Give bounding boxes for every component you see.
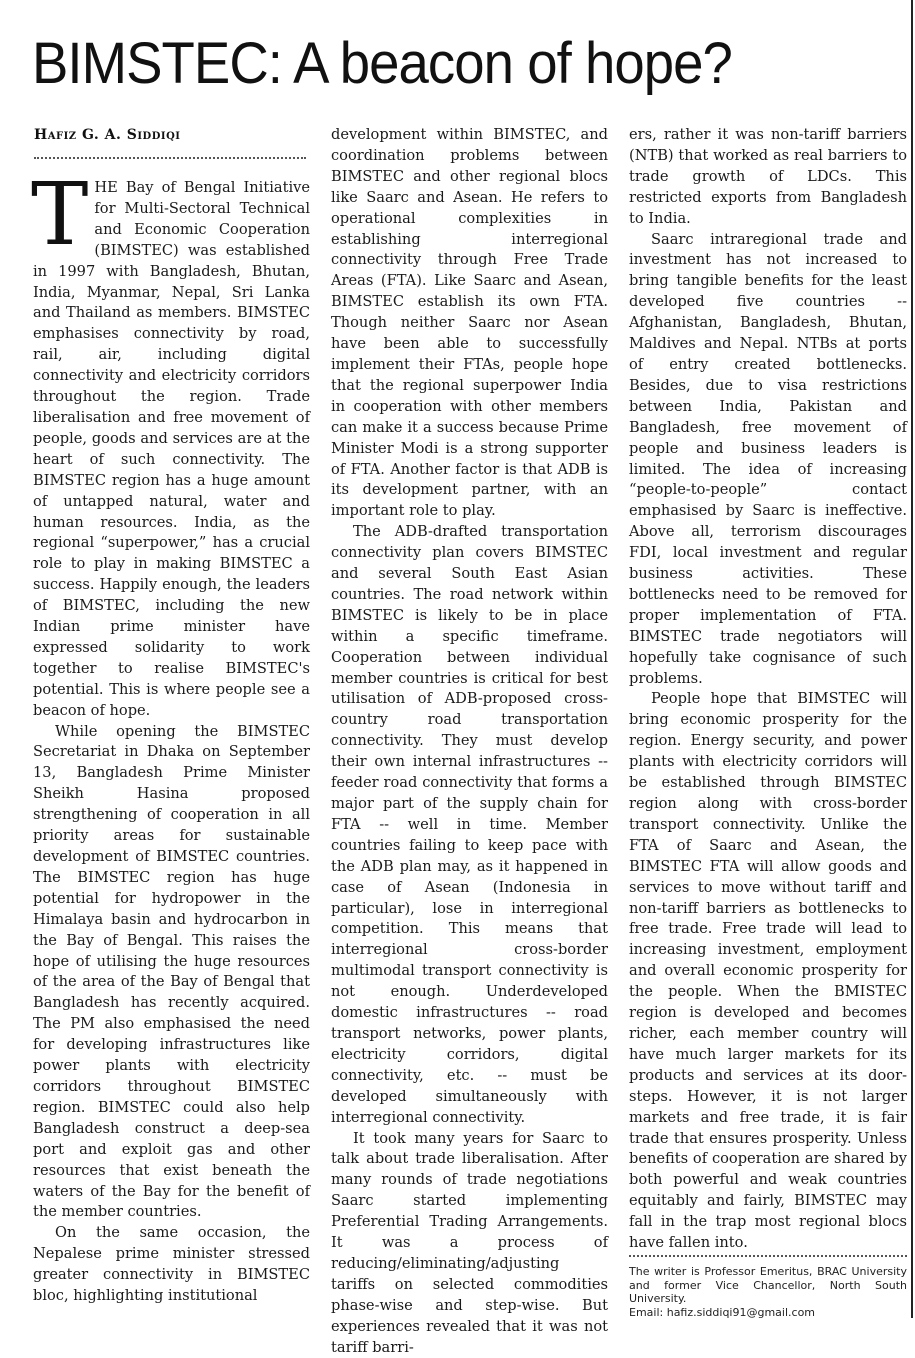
column-2 [331, 125, 608, 1358]
author-footnote [629, 1255, 907, 1319]
byline-block [34, 127, 306, 159]
column-1 [33, 178, 310, 1307]
paragraph: On the same occasion, the Nepalese prime minister stressed greater connectivity in BIMSTEC bloc, highlighting institutional [33, 1223, 310, 1307]
paragraph: development within BIMSTEC, and coordination problems between BIMSTEC and other regional blocs like Saarc and Asean. He refers to operational complexities in establishing interregional connectivity through Free Trade Areas (FTA). Like Saarc and Asean, BIMSTEC establish its own FTA. Though neither Saarc nor Asean have been able to successfully implement their FTAs, people hope that the regional superpower India in cooperation with other members can make it a success because Prime Minister Modi is a strong supporter of FTA. Another factor is that ADB is its development partner, with an important role to play. [331, 125, 608, 522]
dropcap: T [31, 182, 88, 248]
byline-divider [34, 157, 306, 159]
footnote-divider [629, 1255, 907, 1257]
paragraph: ers, rather it was non-tariff barriers (NTB) that worked as real barriers to trade growth of LDCs. This restricted exports from Bangladesh to India. [629, 125, 907, 230]
headline: BIMSTEC: A beacon of hope? [32, 30, 732, 97]
paragraph: It took many years for Saarc to talk about trade liberalisation. After many rounds of trade negotiations Saarc started implementing Preferential Trading Arrangements. It was a process of reducing/eliminating/adjusting tariffs on selected commodities phase-wise and step-wise. But experiences revealed that it was not tariff barri- [331, 1129, 608, 1358]
author-name: Hafiz G. A. Siddiqi [34, 127, 306, 143]
author-email: Email: hafiz.siddiqi91@gmail.com [629, 1306, 907, 1320]
paragraph: Saarc intraregional trade and investment has not increased to bring tangible benefits for the least developed five countries -- Afghanistan, Bangladesh, Bhutan, Maldives and Nepal. NTBs at ports of entry created bottlenecks. Besides, due to visa restrictions between India, Pakistan and Bangladesh, free movement of people and business leaders is limited. The idea of increasing “people-to-people” contact emphasised by Saarc is ineffective. Above all, terrorism discourages FDI, local investment and regular business activities. These bottlenecks need to be removed for proper implementation of FTA. BIMSTEC trade negotiators will hopefully take cognisance of such problems. [629, 230, 907, 690]
paragraph: People hope that BIMSTEC will bring economic prosperity for the region. Energy security, and power plants with electricity corridors will be established through BIMSTEC region along with cross-border transport connectivity. Unlike the FTA of Saarc and Asean, the BIMSTEC FTA will allow goods and services to move without tariff and non-tariff barriers as bottlenecks to free trade. Free trade will lead to increasing investment, employment and overall economic prosperity for the people. When the BMISTEC region is developed and becomes richer, each member country will have much larger markets for its products and services at its door-steps. However, it is not larger markets and free trade, it is fair trade that ensures prosperity. Unless benefits of cooperation are shared by both powerful and weak countries equitably and fairly, BIMSTEC may fall in the trap most regional blocs have fallen into. [629, 689, 907, 1253]
right-column-rule [911, 0, 913, 1318]
footnote-text: The writer is Professor Emeritus, BRAC University and former Vice Chancellor, North South University. [629, 1265, 907, 1306]
paragraph: The ADB-drafted transportation connectivity plan covers BIMSTEC and several South East Asian countries. The road network within BIMSTEC is likely to be in place within a specific timeframe. Cooperation between individual member countries is critical for best utilisation of ADB-proposed cross-country road transportation connectivity. They must develop their own internal infrastructures -- feeder road connectivity that forms a major part of the supply chain for FTA -- well in time. Member countries failing to keep pace with the ADB plan may, as it happened in case of Asean (Indonesia in particular), lose in interregional competition. This means that interregional cross-border multimodal transport connectivity is not enough. Underdeveloped domestic infrastructures -- road transport networks, power plants, electricity corridors, digital connectivity, etc. -- must be developed simultaneously with interregional connectivity. [331, 522, 608, 1128]
paragraph: THE Bay of Bengal Initiative for Multi-Sectoral Technical and Economic Cooperation (BIMSTEC) was established in 1997 with Bangladesh, Bhutan, India, Myanmar, Nepal, Sri Lanka and Thailand as members. BIMSTEC emphasises connectivity by road, rail, air, including digital connectivity and electricity corridors throughout the region. Trade liberalisation and free movement of people, goods and services are at the heart of such connectivity. The BIMSTEC region has a huge amount of untapped natural, water and human resources. India, as the regional “superpower,” has a crucial role to play in making BIMSTEC a success. Happily enough, the leaders of BIMSTEC, including the new Indian prime minister have expressed solidarity to work together to realise BIMSTEC's potential. This is where people see a beacon of hope. [33, 178, 310, 722]
column-3 [629, 125, 907, 1254]
paragraph: While opening the BIMSTEC Secretariat in Dhaka on September 13, Bangladesh Prime Minister Sheikh Hasina proposed strengthening of cooperation in all priority areas for sustainable development of BIMSTEC countries. The BIMSTEC region has huge potential for hydropower in the Himalaya basin and hydrocarbon in the Bay of Bengal. This raises the hope of utilising the huge resources of the area of the Bay of Bengal that Bangladesh has recently acquired. The PM also emphasised the need for developing infrastructures like power plants with electricity corridors throughout BIMSTEC region. BIMSTEC could also help Bangladesh construct a deep-sea port and exploit gas and other resources that exist beneath the waters of the Bay for the benefit of the member countries. [33, 722, 310, 1224]
